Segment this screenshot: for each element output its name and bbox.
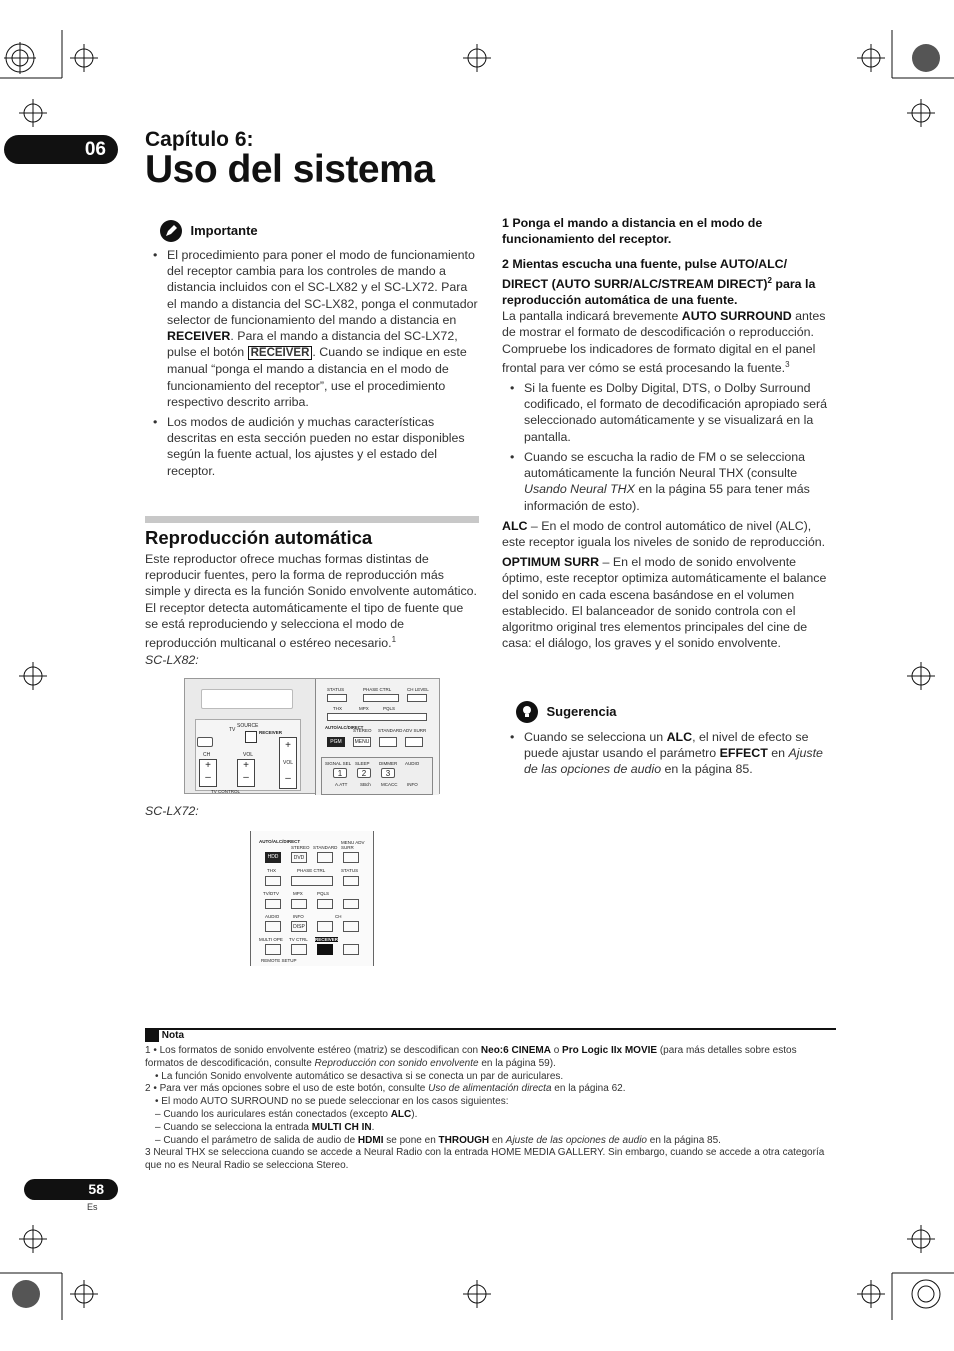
registration-mark-icon: [12, 1280, 40, 1308]
list-item: • Los modos de audición y muchas características descritas en esta sección pueden no estar disponibles según la fuente actual, los ajustes y el estado del receptor.: [145, 414, 479, 479]
chapter-number-tab: 06: [4, 135, 118, 164]
lightbulb-icon: [516, 701, 538, 723]
footnote-2-case-3: – Cuando el parámetro de salida de audio de HDMI se pone en THROUGH en Ajuste de las opciones de audio en la página 85.: [155, 1134, 721, 1146]
page-title: Uso del sistema: [145, 148, 435, 191]
footnote-2-extra: • El modo AUTO SURROUND no se puede seleccionar en los casos siguientes:: [155, 1096, 509, 1108]
footnote-2-case-2: – Cuando se selecciona la entrada MULTI CH IN.: [155, 1121, 375, 1133]
step-2-bullets: [502, 380, 836, 514]
registration-mark-icon: [4, 42, 36, 74]
footnote-3: 3 Neural THX se selecciona cuando se accede a Neural Radio con la entrada HOME MEDIA GALLERY. Sin embargo, cuando se accede a otra categoría que no es Neural Radio se selecciona Stereo.: [145, 1147, 825, 1172]
steps-column: [502, 215, 836, 651]
footnote-1: 1 • Los formatos de sonido envolvente estéreo (matriz) se descodifican con Neo:6 CINEMA o Pro Logic IIx MOVIE (para más detalles sobre estos formatos de descodificación, consulte Reproducción con sonido envolvente en la página 59).: [145, 1044, 797, 1069]
footnotes: [145, 1029, 836, 1173]
notes-heading: Nota: [145, 1029, 836, 1043]
note-pencil-icon: [145, 1029, 159, 1042]
footnote-1-extra: • La función Sonido envolvente automático se desactiva si se conecta un par de auriculares.: [155, 1070, 564, 1082]
remote-lx72-illustration: AUTO/ALC/DIRECT STEREO STANDARD MENU ADV SURR HDD DVD THX PHASE CTRL STATUS TV/DTV MPX PQLS AUDIO INFO CH DISP MULTI OPE TV CTRL RECEIVER REMOTE SETUP: [250, 831, 374, 966]
crosshair-icon: [70, 1280, 98, 1308]
step-1: 1 Ponga el mando a distancia en el modo de funcionamiento del receptor.: [502, 216, 763, 247]
crosshair-icon: [19, 1225, 47, 1253]
footnote-2: 2 • Para ver más opciones sobre el uso de este botón, consulte Uso de alimentación directa en la página 62.: [145, 1083, 626, 1095]
crosshair-icon: [70, 44, 98, 72]
chapter-label: Capítulo 6:: [145, 128, 254, 151]
list-item: • El procedimiento para poner el modo de funcionamiento del receptor cambia para los controles de mando a distancia incluidos con el SC-LX82 y el SC-LX72. Para el mando a distancia del SC-LX82, ponga el conmutador selector de funcionamiento del mando a distancia en RECEIVER. Para el mando a distancia del SC-LX72, pulse el botón RECEIVER . Cuando se indique en este manual “ponga el mando a distancia en el modo de funcionamiento del receptor”, use el procedimiento respectivo descrito arriba.: [145, 247, 479, 410]
crosshair-icon: [907, 662, 935, 690]
footnote-2-case-1: – Cuando los auriculares están conectados (excepto ALC).: [155, 1108, 418, 1120]
list-item: • Si la fuente es Dolby Digital, DTS, o Dolby Surround codificado, el formato de decodificación apropiado será seleccionado automáticamente y se visualizará en la pantalla.: [502, 380, 836, 445]
caption-lx72: SC-LX72:: [145, 804, 199, 818]
crosshair-icon: [463, 1280, 491, 1308]
page-number: 58: [24, 1179, 118, 1200]
crosshair-icon: [907, 99, 935, 127]
list-item: • Cuando se selecciona un ALC, el nivel de efecto se puede ajustar usando el parámetro EFFECT en Ajuste de las opciones de audio en la página 85.: [502, 729, 836, 778]
important-list: [145, 247, 479, 483]
remote-lx82-illustration: TV SOURCE RECEIVER CH VOL + – + – TV CONTROL + VOL – STATUS PHASE CTRL CH LEVEL THX MPX PQLS AUTO/ALC/DIRECT STEREO STANDARD ADV SURR PGM MENU SIGNAL SEL SLEEP DIMMER AUDIO 1 2 3 A.ATT SBch MCACC INFO: [184, 678, 440, 794]
section-divider: [145, 516, 479, 523]
crosshair-icon: [19, 99, 47, 127]
registration-mark-icon: [912, 44, 940, 72]
tip-heading: Sugerencia: [516, 701, 617, 723]
alc-paragraph: ALC – En el modo de control automático de nivel (ALC), este receptor iguala los niveles de sonido de reproducción.: [502, 518, 826, 549]
optimum-paragraph: OPTIMUM SURR – En el modo de sonido envolvente óptimo, este receptor optimiza automáticamente el balance del sonido en cada escena basándose en el volumen establecido. El balanceador de sonido controla con el algoritmo original tres elementos principales del cine de casa: el diálogo, los graves y el sonido envolvente.: [502, 555, 827, 651]
pencil-icon: [160, 220, 182, 242]
language-code: Es: [87, 1202, 98, 1212]
crosshair-icon: [19, 662, 47, 690]
crosshair-icon: [857, 1280, 885, 1308]
step-2: 2 Mientas escucha una fuente, pulse AUTO/ALC/ DIRECT (AUTO SURR/ALC/STREAM DIRECT)$^2$ para la reproducción automática de una fuente.: [502, 257, 816, 307]
step-2-description: La pantalla indicará brevemente AUTO SURROUND antes de mostrar el formato de descodificación o reproducción. Compruebe los indicadores de formato digital en el panel frontal para ver cómo se está procesando la fuente.$^3$: [502, 309, 826, 375]
crosshair-icon: [907, 1225, 935, 1253]
receiver-button-label: RECEIVER: [248, 346, 313, 360]
important-heading: Importante: [160, 220, 258, 242]
tip-list: [502, 729, 836, 782]
registration-mark-icon: [912, 1280, 940, 1308]
section-paragraph: Este reproductor ofrece muchas formas distintas de reproducir fuentes, pero la forma de reproducción más simple y directa es la función Sonido envolvente automático. El receptor detecta automáticamente el tipo de fuente que se está reproduciendo y selecciona el modo de reproducción multicanal o estéreo necesario.$^1$: [145, 552, 477, 651]
crosshair-icon: [857, 44, 885, 72]
caption-lx82: SC-LX82:: [145, 653, 199, 667]
crosshair-icon: [463, 44, 491, 72]
list-item: • Cuando se escucha la radio de FM o se selecciona automáticamente la función Neural THX (consulte Usando Neural THX en la página 55 para tener más información de esto).: [502, 449, 836, 514]
section-title: Reproducción automática: [145, 527, 373, 548]
